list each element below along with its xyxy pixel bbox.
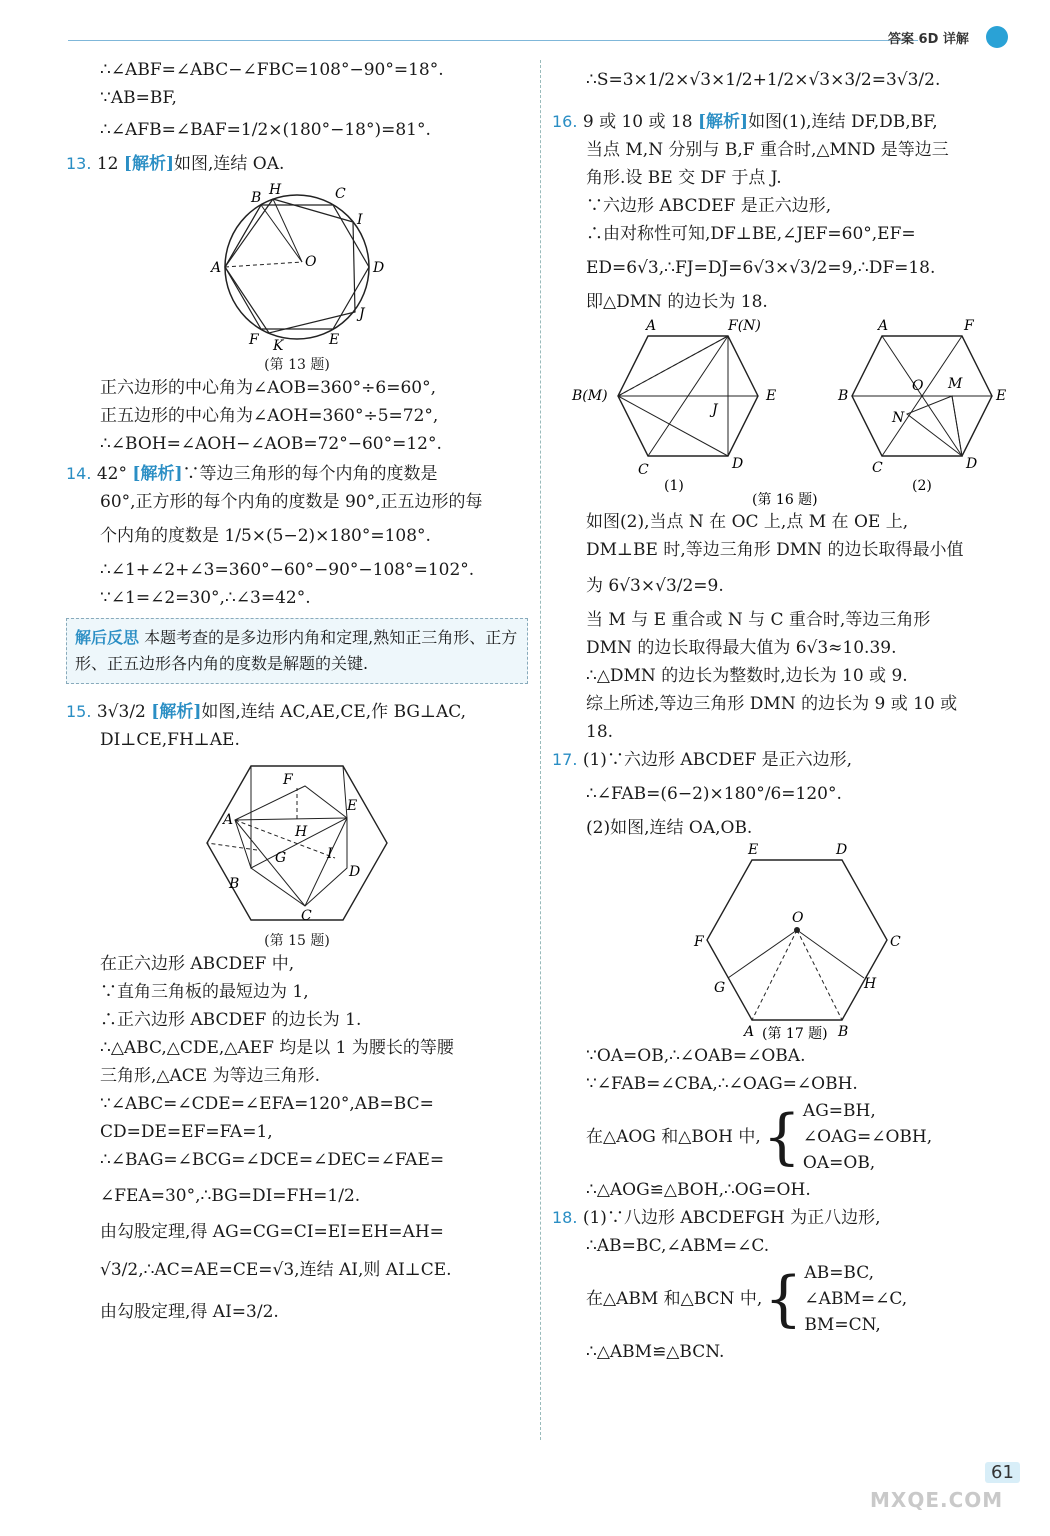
point-label-b: B bbox=[229, 876, 240, 892]
analysis-tag: [解析] bbox=[132, 464, 183, 484]
solution-line: 由勾股定理,得 AG=CG=CI=EI=EH=AH= bbox=[100, 1222, 444, 1242]
analysis-text: 如图(1),连结 DF,DB,BF, bbox=[748, 112, 938, 132]
solution-line: √3/2,∴AC=AE=CE=√3,连结 AI,则 AI⊥CE. bbox=[100, 1260, 452, 1280]
solution-line: ∵AB=BF, bbox=[100, 88, 177, 108]
solution-line: ∴∠AFB=∠BAF=1/2×(180°−18°)=81°. bbox=[100, 120, 431, 140]
solution-line: ∴∠FAB=(6−2)×180°/6=120°. bbox=[586, 784, 842, 804]
point-label-c: C bbox=[638, 462, 649, 478]
point-label-d: D bbox=[966, 456, 978, 472]
point-label-f: F bbox=[694, 934, 704, 950]
solution-line: 为 6√3×√3/2=9. bbox=[586, 576, 724, 596]
solution-line: ∵∠FAB=∠CBA,∴∠OAG=∠OBH. bbox=[586, 1074, 858, 1094]
point-label-b: B(M) bbox=[572, 388, 608, 404]
solution-line: ∴∠ABF=∠ABC−∠FBC=108°−90°=18°. bbox=[100, 60, 444, 80]
equation-system bbox=[552, 1098, 1012, 1176]
solution-line: 由勾股定理,得 AI=3/2. bbox=[100, 1302, 279, 1322]
solution-line: 个内角的度数是 1/5×(5−2)×180°=108°. bbox=[100, 526, 431, 546]
point-label-f: F bbox=[964, 318, 974, 334]
point-label-c: C bbox=[301, 908, 312, 924]
analysis-tag: [解析] bbox=[697, 112, 749, 132]
point-label-e: E bbox=[347, 798, 358, 814]
solution-line: 即△DMN 的边长为 18. bbox=[586, 292, 768, 312]
subfigure-label: (1) bbox=[664, 478, 684, 494]
solution-line: ∴△ABM≌△BCN. bbox=[586, 1342, 725, 1362]
figure-16-2 bbox=[837, 318, 1006, 494]
answer: 9 或 10 或 18 bbox=[582, 112, 693, 132]
solution-line: ∵六边形 ABCDEF 是正六边形, bbox=[586, 196, 832, 216]
point-label-b: B bbox=[251, 190, 262, 206]
point-label-f: F(N) bbox=[728, 318, 761, 334]
solution-line: ED=6√3,∴FJ=DJ=6√3×√3/2=9,∴DF=18. bbox=[586, 258, 936, 278]
solution-line: DI⊥CE,FH⊥AE. bbox=[100, 730, 240, 750]
question-number: 15. bbox=[66, 702, 92, 721]
point-label-h: H bbox=[269, 182, 282, 198]
system-line: AB=BC, bbox=[804, 1263, 875, 1283]
figure-caption: (第 17 题) bbox=[762, 1026, 828, 1042]
solution-line: ∴△DMN 的边长为整数时,边长为 10 或 9. bbox=[586, 666, 908, 686]
solution-line: ∴正六边形 ABCDEF 的边长为 1. bbox=[100, 1010, 362, 1030]
point-label-o: O bbox=[305, 254, 317, 270]
solution-line: 在正六边形 ABCDEF 中, bbox=[100, 954, 295, 974]
system-line: ∠ABM=∠C, bbox=[804, 1289, 908, 1309]
solution-line: ∴△ABC,△CDE,△AEF 均是以 1 为腰长的等腰 bbox=[100, 1038, 454, 1058]
solution-line: ∵直角三角板的最短边为 1, bbox=[100, 982, 309, 1002]
figure-13 bbox=[207, 182, 387, 352]
point-label-a: A bbox=[223, 812, 234, 828]
answer: 42° bbox=[96, 464, 127, 484]
reflection-title: 解后反思 bbox=[75, 628, 140, 647]
question-14-header bbox=[66, 460, 528, 488]
solution-line: 18. bbox=[586, 722, 614, 742]
solution-line: ∴∠1+∠2+∠3=360°−60°−90°−108°=102°. bbox=[100, 560, 475, 580]
point-label-h: H bbox=[864, 976, 877, 992]
system-line: AG=BH, bbox=[802, 1101, 876, 1121]
analysis-tag: [解析] bbox=[123, 154, 174, 174]
solution-line: 当 M 与 E 重合或 N 与 C 重合时,等边三角形 bbox=[586, 610, 931, 630]
solution-line: ∴△AOG≌△BOH,∴OG=OH. bbox=[586, 1180, 811, 1200]
page-number: 61 bbox=[985, 1462, 1020, 1483]
brace: { bbox=[764, 1264, 803, 1334]
solution-line: ∴由对称性可知,DF⊥BE,∠JEF=60°,EF= bbox=[586, 224, 916, 244]
system-line: OA=OB, bbox=[802, 1153, 876, 1173]
figure-16-1 bbox=[571, 318, 776, 494]
solution-line: ∠FEA=30°,∴BG=DI=FH=1/2. bbox=[100, 1186, 361, 1206]
system-lines bbox=[804, 1260, 907, 1338]
solution-line: (1)∵六边形 ABCDEF 是正六边形, bbox=[582, 750, 853, 770]
solution-line: DMN 的边长取得最大值为 6√3≈10.39. bbox=[586, 638, 897, 658]
solution-line: (1)∵八边形 ABCDEFGH 为正八边形, bbox=[582, 1208, 881, 1228]
solution-line: ∵∠1=∠2=30°,∴∠3=42°. bbox=[100, 588, 311, 608]
point-label-a: A bbox=[646, 318, 657, 334]
reflection-box bbox=[66, 618, 528, 684]
solution-line: ∴∠BOH=∠AOH−∠AOB=72°−60°=12°. bbox=[100, 434, 442, 454]
point-label-f: F bbox=[249, 332, 259, 348]
point-label-e: E bbox=[766, 388, 777, 404]
point-label-f: F bbox=[283, 772, 293, 788]
analysis-text: ∵等边三角形的每个内角的度数是 bbox=[182, 464, 438, 484]
graduation-cap-icon bbox=[986, 26, 1008, 48]
watermark-logo: MXQE.COM bbox=[870, 1488, 1004, 1512]
question-17-header bbox=[552, 746, 1012, 774]
question-number: 18. bbox=[552, 1208, 578, 1227]
point-label-o: O bbox=[792, 910, 804, 926]
solution-line: ∵∠ABC=∠CDE=∠EFA=120°,AB=BC= bbox=[100, 1094, 434, 1114]
system-line: BM=CN, bbox=[804, 1315, 881, 1335]
point-label-i: I bbox=[327, 846, 333, 862]
question-16-header bbox=[552, 108, 1012, 136]
equation-system bbox=[552, 1260, 1012, 1338]
point-label-a: A bbox=[211, 260, 222, 276]
point-label-h: H bbox=[295, 824, 308, 840]
figure-caption: (第 16 题) bbox=[752, 492, 818, 508]
question-number: 16. bbox=[552, 112, 578, 131]
question-number: 14. bbox=[66, 464, 92, 483]
analysis-tag: [解析] bbox=[151, 702, 202, 722]
question-15-header bbox=[66, 698, 528, 726]
figure-caption: (第 13 题) bbox=[264, 357, 330, 373]
point-label-o: O bbox=[912, 378, 924, 394]
point-label-e: E bbox=[329, 332, 340, 348]
system-lines bbox=[803, 1098, 932, 1176]
solution-line: 正六边形的中心角为∠AOB=360°÷6=60°, bbox=[100, 378, 436, 398]
solution-line: ∴S=3×1/2×√3×1/2+1/2×√3×3/2=3√3/2. bbox=[586, 70, 941, 90]
solution-line: (2)如图,连结 OA,OB. bbox=[586, 818, 753, 838]
point-label-b: B bbox=[838, 388, 849, 404]
column-divider bbox=[540, 60, 541, 1440]
solution-line: 在△AOG 和△BOH 中, bbox=[586, 1127, 761, 1147]
point-label-d: D bbox=[836, 842, 848, 858]
question-number: 13. bbox=[66, 154, 92, 173]
point-label-i: I bbox=[357, 212, 363, 228]
solution-line: ∴AB=BC,∠ABM=∠C. bbox=[586, 1236, 770, 1256]
solution-line: 当点 M,N 分别与 B,F 重合时,△MND 是等边三 bbox=[586, 140, 949, 160]
point-label-b: B bbox=[838, 1024, 849, 1040]
point-label-n: N bbox=[892, 410, 905, 426]
system-line: ∠OAG=∠OBH, bbox=[802, 1127, 933, 1147]
reflection-text: 本题考查的是多边形内角和定理,熟知正三角形、正方形、正五边形各内角的度数是解题的关键. bbox=[75, 628, 518, 673]
point-label-c: C bbox=[872, 460, 883, 476]
question-number: 17. bbox=[552, 750, 578, 769]
solution-line: 60°,正方形的每个内角的度数是 90°,正五边形的每 bbox=[100, 492, 483, 512]
header-rule bbox=[68, 40, 918, 41]
solution-line: DM⊥BE 时,等边三角形 DMN 的边长取得最小值 bbox=[586, 540, 964, 560]
right-column bbox=[552, 56, 1012, 1366]
figure-15 bbox=[197, 758, 397, 928]
figure-17 bbox=[552, 842, 1012, 1042]
subfigure-label: (2) bbox=[912, 478, 932, 494]
point-label-e: E bbox=[996, 388, 1007, 404]
point-label-c: C bbox=[335, 186, 346, 202]
solution-line: 如图(2),当点 N 在 OC 上,点 M 在 OE 上, bbox=[586, 512, 909, 532]
answer: 12 bbox=[96, 154, 119, 174]
point-label-e: E bbox=[748, 842, 759, 858]
solution-line: CD=DE=EF=FA=1, bbox=[100, 1122, 273, 1142]
solution-line: 在△ABM 和△BCN 中, bbox=[586, 1289, 763, 1309]
point-label-g: G bbox=[714, 980, 726, 996]
analysis-text: 如图,连结 OA. bbox=[174, 154, 285, 174]
solution-line: 综上所述,等边三角形 DMN 的边长为 9 或 10 或 bbox=[586, 694, 958, 714]
left-column bbox=[66, 56, 528, 1326]
header-title: 答案 6D 详解 bbox=[888, 32, 969, 47]
question-18-header bbox=[552, 1204, 1012, 1232]
solution-line: ∴∠BAG=∠BCG=∠DCE=∠DEC=∠FAE= bbox=[100, 1150, 445, 1170]
point-label-m: M bbox=[948, 376, 963, 392]
point-label-a: A bbox=[878, 318, 889, 334]
point-label-k: K bbox=[273, 338, 284, 352]
point-label-d: D bbox=[349, 864, 361, 880]
point-label-c: C bbox=[890, 934, 901, 950]
solution-line: ∵OA=OB,∴∠OAB=∠OBA. bbox=[586, 1046, 806, 1066]
point-label-g: G bbox=[275, 850, 287, 866]
solution-line: 正五边形的中心角为∠AOH=360°÷5=72°, bbox=[100, 406, 439, 426]
analysis-text: 如图,连结 AC,AE,CE,作 BG⊥AC, bbox=[201, 702, 467, 722]
point-label-d: D bbox=[732, 456, 744, 472]
point-label-d: D bbox=[373, 260, 385, 276]
figure-16 bbox=[552, 318, 1012, 508]
point-label-a: A bbox=[744, 1024, 755, 1040]
brace: { bbox=[762, 1102, 801, 1172]
solution-line: 角形.设 BE 交 DF 于点 J. bbox=[586, 168, 782, 188]
solution-line: 三角形,△ACE 为等边三角形. bbox=[100, 1066, 320, 1086]
question-13-header bbox=[66, 150, 528, 178]
point-label-j: J bbox=[359, 306, 365, 322]
figure-caption: (第 15 题) bbox=[264, 933, 330, 949]
answer: 3√3/2 bbox=[96, 702, 146, 722]
point-label-j: J bbox=[712, 402, 718, 418]
